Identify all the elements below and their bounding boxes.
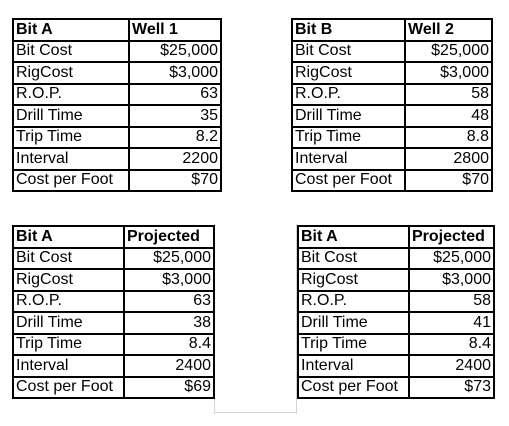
row-value: 58 bbox=[409, 291, 494, 313]
row-label: Cost per Foot bbox=[292, 170, 405, 192]
row-label: R.O.P. bbox=[298, 291, 409, 313]
row-label: Drill Time bbox=[13, 312, 124, 334]
row-label: R.O.P. bbox=[292, 84, 405, 106]
row-value: 35 bbox=[129, 105, 221, 127]
table-row bbox=[13, 170, 221, 192]
table-row bbox=[298, 377, 494, 399]
bit-header: Bit A bbox=[298, 226, 409, 248]
table-header-row bbox=[292, 19, 492, 41]
table-row bbox=[13, 334, 214, 356]
row-value: $25,000 bbox=[129, 41, 221, 63]
row-label: RigCost bbox=[298, 269, 409, 291]
table-row bbox=[298, 269, 494, 291]
table-row bbox=[298, 248, 494, 270]
table-row bbox=[298, 291, 494, 313]
row-label: Bit Cost bbox=[13, 41, 129, 63]
table-row bbox=[292, 127, 492, 149]
well-header: Well 2 bbox=[405, 19, 492, 41]
table-row bbox=[292, 148, 492, 170]
row-value: 2400 bbox=[124, 355, 214, 377]
row-label: Cost per Foot bbox=[13, 377, 124, 399]
row-value: $70 bbox=[405, 170, 492, 192]
row-value: $3,000 bbox=[405, 62, 492, 84]
row-label: R.O.P. bbox=[13, 291, 124, 313]
table-row bbox=[13, 248, 214, 270]
row-value: $70 bbox=[129, 170, 221, 192]
row-label: RigCost bbox=[13, 269, 124, 291]
row-label: Trip Time bbox=[13, 127, 129, 149]
table-row bbox=[13, 291, 214, 313]
table-row bbox=[292, 84, 492, 106]
table-header-row bbox=[298, 226, 494, 248]
row-label: Interval bbox=[292, 148, 405, 170]
row-value: 63 bbox=[129, 84, 221, 106]
row-value: 48 bbox=[405, 105, 492, 127]
row-label: RigCost bbox=[292, 62, 405, 84]
row-label: Trip Time bbox=[292, 127, 405, 149]
row-value: $73 bbox=[409, 377, 494, 399]
bit-a-well-1-table bbox=[12, 18, 222, 192]
row-label: Bit Cost bbox=[13, 248, 124, 270]
table-row bbox=[13, 269, 214, 291]
table-row bbox=[13, 377, 214, 399]
row-label: Interval bbox=[298, 355, 409, 377]
row-value: 8.4 bbox=[124, 334, 214, 356]
row-label: Drill Time bbox=[298, 312, 409, 334]
table-row bbox=[13, 105, 221, 127]
table-row bbox=[298, 334, 494, 356]
row-value: 38 bbox=[124, 312, 214, 334]
row-label: Trip Time bbox=[13, 334, 124, 356]
bit-header: Bit A bbox=[13, 226, 124, 248]
table-row bbox=[13, 127, 221, 149]
row-label: Interval bbox=[13, 355, 124, 377]
table-row bbox=[298, 312, 494, 334]
row-label: Drill Time bbox=[292, 105, 405, 127]
row-value: 63 bbox=[124, 291, 214, 313]
row-value: $25,000 bbox=[405, 41, 492, 63]
projected-header: Projected bbox=[124, 226, 214, 248]
table-row bbox=[298, 355, 494, 377]
bit-a-projected-table-left bbox=[12, 225, 215, 399]
table-header-row bbox=[13, 19, 221, 41]
row-value: $3,000 bbox=[129, 62, 221, 84]
bit-b-well-2-table bbox=[291, 18, 493, 192]
row-value: 2400 bbox=[409, 355, 494, 377]
row-value: 8.4 bbox=[409, 334, 494, 356]
table-row bbox=[13, 148, 221, 170]
table-row bbox=[292, 170, 492, 192]
bit-header: Bit B bbox=[292, 19, 405, 41]
table-header-row bbox=[13, 226, 214, 248]
row-label: Interval bbox=[13, 148, 129, 170]
row-value: 41 bbox=[409, 312, 494, 334]
row-label: Cost per Foot bbox=[13, 170, 129, 192]
row-label: Bit Cost bbox=[292, 41, 405, 63]
table-row bbox=[13, 312, 214, 334]
row-value: 2800 bbox=[405, 148, 492, 170]
projected-header: Projected bbox=[409, 226, 494, 248]
well-header: Well 1 bbox=[129, 19, 221, 41]
row-value: 58 bbox=[405, 84, 492, 106]
row-value: $69 bbox=[124, 377, 214, 399]
table-row bbox=[292, 41, 492, 63]
row-value: 8.8 bbox=[405, 127, 492, 149]
row-value: 8.2 bbox=[129, 127, 221, 149]
table-row bbox=[13, 355, 214, 377]
row-label: RigCost bbox=[13, 62, 129, 84]
row-value: $25,000 bbox=[409, 248, 494, 270]
bit-header: Bit A bbox=[13, 19, 129, 41]
row-value: $25,000 bbox=[124, 248, 214, 270]
bit-a-projected-table-right bbox=[297, 225, 495, 399]
table-row bbox=[13, 41, 221, 63]
row-value: $3,000 bbox=[124, 269, 214, 291]
table-row bbox=[292, 105, 492, 127]
row-value: 2200 bbox=[129, 148, 221, 170]
table-row bbox=[13, 84, 221, 106]
sheet-gridline bbox=[214, 412, 296, 413]
row-label: Cost per Foot bbox=[298, 377, 409, 399]
table-row bbox=[13, 62, 221, 84]
table-row bbox=[292, 62, 492, 84]
row-label: Bit Cost bbox=[298, 248, 409, 270]
row-label: Drill Time bbox=[13, 105, 129, 127]
row-value: $3,000 bbox=[409, 269, 494, 291]
row-label: R.O.P. bbox=[13, 84, 129, 106]
row-label: Trip Time bbox=[298, 334, 409, 356]
